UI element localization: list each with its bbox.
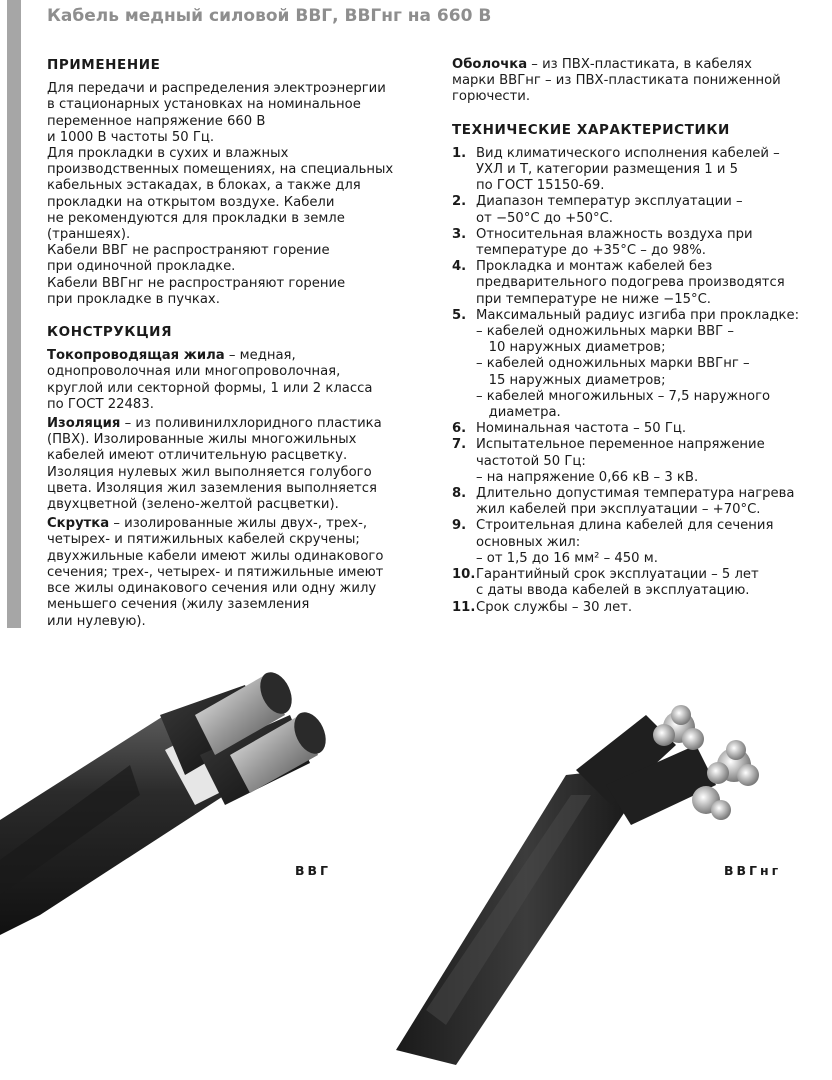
text-line: четырех- и пятижильных кабелей скручены; (47, 532, 360, 548)
text-line: все жилы одинакового сечения или одну жилу (47, 581, 377, 597)
spec-text: основных жил: (476, 534, 581, 550)
text-line: марки ВВГнг – из ПВХ-пластиката пониженной (452, 73, 781, 89)
application-text (47, 81, 442, 308)
spec-text: – кабелей многожильных – 7,5 наружного (476, 388, 771, 404)
sidebar-bar (7, 0, 21, 628)
spec-item (452, 356, 824, 372)
spec-item (452, 567, 824, 583)
spec-item (452, 227, 824, 243)
spec-item (452, 259, 824, 275)
text-line: при одиночной прокладке. (47, 259, 236, 275)
text-line: Для прокладки в сухих и влажных (47, 146, 289, 162)
spec-number: 5. (452, 307, 467, 323)
spec-text: 10 наружных диаметров; (476, 340, 666, 356)
twist-term: Скрутка (47, 516, 110, 532)
insulation-text (47, 432, 442, 513)
text-line: при прокладке в пучках. (47, 291, 220, 307)
spec-text: Относительная влажность воздуха при (476, 226, 753, 242)
spec-item (452, 275, 824, 291)
text-line: двухцветной (зелено-желтой расцветки). (47, 497, 339, 513)
specs-list (452, 146, 824, 616)
spec-number: 10. (452, 567, 476, 583)
spec-item (452, 502, 824, 518)
core-first-text: – медная, (224, 348, 296, 364)
heading-specs: ТЕХНИЧЕСКИЕ ХАРАКТЕРИСТИКИ (452, 121, 730, 138)
text-line: или нулевую). (47, 613, 146, 629)
text-line: Для передачи и распределения электроэнергии (47, 81, 386, 97)
spec-text: при температуре не ниже −15°С. (476, 291, 711, 307)
spec-number: 6. (452, 421, 467, 437)
vvg-label: ВВГ (295, 863, 332, 878)
spec-text: диаметра. (476, 405, 561, 421)
spec-number: 3. (452, 226, 467, 242)
text-line: (ПВХ). Изолированные жилы многожильных (47, 432, 357, 448)
spec-number: 8. (452, 486, 467, 502)
spec-item (452, 324, 824, 340)
text-line: и 1000 В частоты 50 Гц. (47, 129, 215, 145)
text-line: цвета. Изоляция жил заземления выполняется (47, 480, 377, 496)
spec-number: 7. (452, 437, 467, 453)
spec-item (452, 583, 824, 599)
spec-text: – от 1,5 до 16 мм² – 450 м. (476, 550, 658, 566)
spec-text: УХЛ и Т, категории размещения 1 и 5 (476, 162, 739, 178)
spec-text: с даты ввода кабелей в эксплуатацию. (476, 583, 750, 599)
vvgng-cable-photo (396, 645, 832, 1080)
spec-item (452, 340, 824, 356)
text-line: круглой или секторной формы, 1 или 2 класса (47, 380, 373, 396)
text-line: переменное напряжение 660 В (47, 113, 266, 129)
sheath-term: Оболочка (452, 57, 528, 72)
spec-item (452, 178, 824, 194)
text-line: кабельных эстакадах, в блоках, а также для (47, 178, 361, 194)
spec-item (452, 551, 824, 567)
spec-text: по ГОСТ 15150-69. (476, 178, 605, 194)
text-line: меньшего сечения (жилу заземления (47, 597, 310, 613)
spec-item (452, 405, 824, 421)
text-line: не рекомендуются для прокладки в земле (47, 210, 345, 226)
spec-item (452, 373, 824, 389)
spec-number: 11. (452, 599, 476, 615)
spec-text: предварительного подогрева производятся (476, 275, 785, 291)
spec-item (452, 600, 824, 616)
text-line: кабелей имеют отличительную расцветку. (47, 448, 348, 464)
vvg-cable-photo (0, 645, 416, 1080)
spec-text: Прокладка и монтаж кабелей без (476, 259, 713, 275)
spec-item (452, 292, 824, 308)
text-line: однопроволочная или многопроволочная, (47, 364, 341, 380)
spec-text: частотой 50 Гц: (476, 453, 586, 469)
text-line: по ГОСТ 22483. (47, 396, 154, 412)
text-line: Кабели ВВГнг не распространяют горение (47, 275, 346, 291)
page-title: Кабель медный силовой ВВГ, ВВГнг на 660 В (47, 6, 492, 26)
sheath-first-text: – из ПВХ-пластиката, в кабелях (527, 57, 752, 72)
spec-number: 9. (452, 518, 467, 534)
spec-item (452, 146, 824, 162)
spec-item (452, 308, 824, 324)
insulation-first-line (47, 416, 442, 432)
text-line: Изоляция нулевых жил выполняется голубого (47, 464, 372, 480)
twist-first-text: – изолированные жилы двух-, трех-, (109, 516, 368, 532)
spec-item (452, 421, 824, 437)
text-line: производственных помещениях, на специальных (47, 162, 394, 178)
spec-number: 2. (452, 194, 467, 210)
spec-text: от −50°С до +50°С. (476, 210, 613, 226)
spec-text: 15 наружных диаметров; (476, 372, 666, 388)
text-line: (траншеях). (47, 227, 131, 243)
spec-text: Строительная длина кабелей для сечения (476, 518, 774, 534)
core-text (47, 364, 442, 413)
spec-text: – на напряжение 0,66 кВ – 3 кВ. (476, 469, 699, 485)
spec-text: – кабелей одножильных марки ВВГ – (476, 324, 734, 340)
spec-item (452, 243, 824, 259)
sheath-text (452, 73, 824, 105)
spec-item (452, 470, 824, 486)
spec-item (452, 486, 824, 502)
spec-text: температуре до +35°С – до 98%. (476, 243, 706, 259)
heading-application: ПРИМЕНЕНИЕ (47, 57, 161, 73)
insulation-term: Изоляция (47, 416, 121, 432)
heading-construction: КОНСТРУКЦИЯ (47, 324, 173, 341)
spec-item (452, 211, 824, 227)
core-term: Токопроводящая жила (47, 348, 225, 364)
spec-text: Срок службы – 30 лет. (476, 599, 633, 615)
spec-text: жил кабелей при эксплуатации – +70°С. (476, 502, 761, 518)
text-line: сечения; трех-, четырех- и пятижильные имеют (47, 564, 384, 580)
spec-text: Испытательное переменное напряжение (476, 437, 765, 453)
spec-text: Максимальный радиус изгиба при прокладке: (476, 307, 800, 323)
spec-text: – кабелей одножильных марки ВВГнг – (476, 356, 750, 372)
left-column (47, 57, 442, 630)
spec-item (452, 437, 824, 453)
insulation-first-text: – из поливинилхлоридного пластика (120, 416, 382, 432)
sheath-first-line (452, 57, 824, 73)
spec-text: Вид климатического исполнения кабелей – (476, 145, 780, 161)
text-line: двухжильные кабели имеют жилы одинакового (47, 548, 384, 564)
spec-item (452, 162, 824, 178)
spec-text: Гарантийный срок эксплуатации – 5 лет (476, 567, 759, 583)
twist-text (47, 532, 442, 629)
text-line: Кабели ВВГ не распространяют горение (47, 243, 330, 259)
right-column (452, 57, 824, 616)
spec-number: 1. (452, 145, 467, 161)
twist-first-line (47, 516, 442, 532)
spec-text: Номинальная частота – 50 Гц. (476, 421, 687, 437)
vvgng-label: ВВГнг (724, 863, 782, 878)
spec-text: Длительно допустимая температура нагрева (476, 486, 795, 502)
spec-text: Диапазон температур эксплуатации – (476, 194, 743, 210)
text-line: горючести. (452, 89, 531, 105)
spec-item (452, 389, 824, 405)
core-first-line (47, 348, 442, 364)
spec-item (452, 194, 824, 210)
spec-item (452, 518, 824, 534)
spec-item (452, 535, 824, 551)
text-line: прокладки на открытом воздухе. Кабели (47, 194, 335, 210)
text-line: в стационарных установках на номинальное (47, 97, 361, 113)
spec-number: 4. (452, 259, 467, 275)
spec-item (452, 454, 824, 470)
